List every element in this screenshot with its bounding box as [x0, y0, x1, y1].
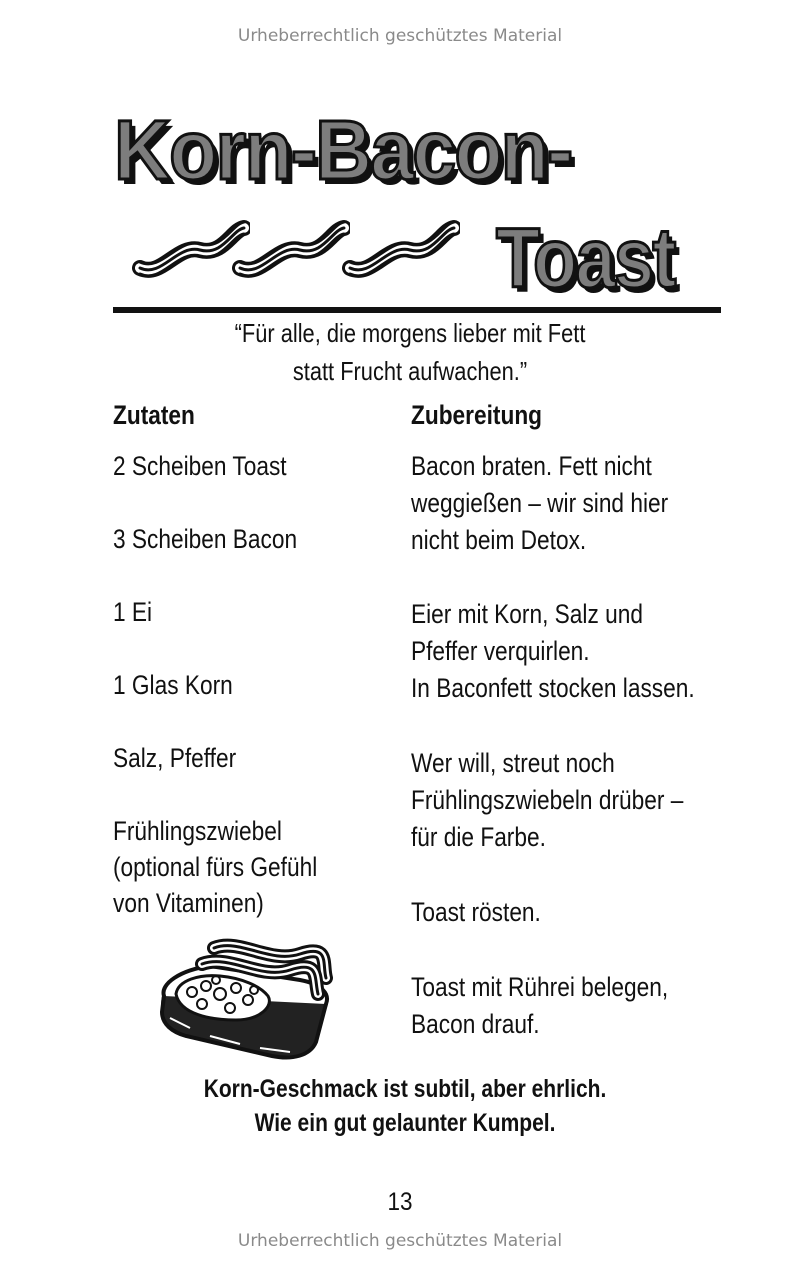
preparation-line: nicht beim Detox.	[411, 525, 587, 555]
preparation-line: Toast rösten.	[411, 897, 541, 927]
preparation-line: In Baconfett stocken lassen.	[411, 673, 695, 703]
ingredient-item: 1 Ei	[113, 597, 153, 627]
quote-line-1: “Für alle, die morgens lieber mit Fett	[234, 318, 586, 348]
ingredient-item: Frühlingszwiebel	[113, 816, 282, 846]
bacon-strip-icon	[232, 216, 350, 286]
preparation-line: Frühlingszwiebeln drüber –	[411, 785, 684, 815]
closing-line-1: Korn-Geschmack ist subtil, aber ehrlich.	[203, 1075, 607, 1103]
copyright-watermark-bottom: Urheberrechtlich geschütztes Material	[237, 1231, 563, 1251]
preparation-line: Pfeffer verquirlen.	[411, 636, 590, 666]
preparation-line: Eier mit Korn, Salz und	[411, 599, 643, 629]
preparation-heading: Zubereitung	[411, 400, 543, 430]
ingredient-item: Salz, Pfeffer	[113, 743, 237, 773]
preparation-line: Wer will, streut noch	[411, 748, 615, 778]
recipe-title-line-1: Korn-Bacon-	[114, 103, 572, 197]
closing-remark	[149, 1072, 661, 1140]
toast-with-egg-and-bacon-icon	[150, 924, 340, 1064]
title-divider	[113, 307, 721, 313]
preparation-line: Bacon drauf.	[411, 1009, 540, 1039]
ingredient-item: 3 Scheiben Bacon	[113, 524, 298, 554]
preparation-line: weggießen – wir sind hier	[411, 488, 669, 518]
closing-line-2: Wie ein gut gelaunter Kumpel.	[254, 1109, 556, 1137]
preparation-line: Toast mit Rührei belegen,	[411, 972, 669, 1002]
preparation-line: für die Farbe.	[411, 822, 546, 852]
ingredients-heading: Zutaten	[113, 400, 195, 430]
ingredient-note-line: von Vitaminen)	[113, 888, 264, 918]
ingredient-item: 1 Glas Korn	[113, 670, 233, 700]
recipe-title-line-2: Toast	[496, 211, 675, 305]
page-number: 13	[387, 1188, 413, 1216]
quote-line-2: statt Frucht aufwachen.”	[292, 356, 528, 386]
ingredient-item: 2 Scheiben Toast	[113, 451, 287, 481]
recipe-quote	[183, 314, 637, 390]
bacon-strip-icon	[342, 216, 460, 286]
ingredient-note-line: (optional fürs Gefühl	[113, 852, 318, 882]
preparation-line: Bacon braten. Fett nicht	[411, 451, 652, 481]
copyright-watermark-top: Urheberrechtlich geschütztes Material	[237, 26, 563, 46]
